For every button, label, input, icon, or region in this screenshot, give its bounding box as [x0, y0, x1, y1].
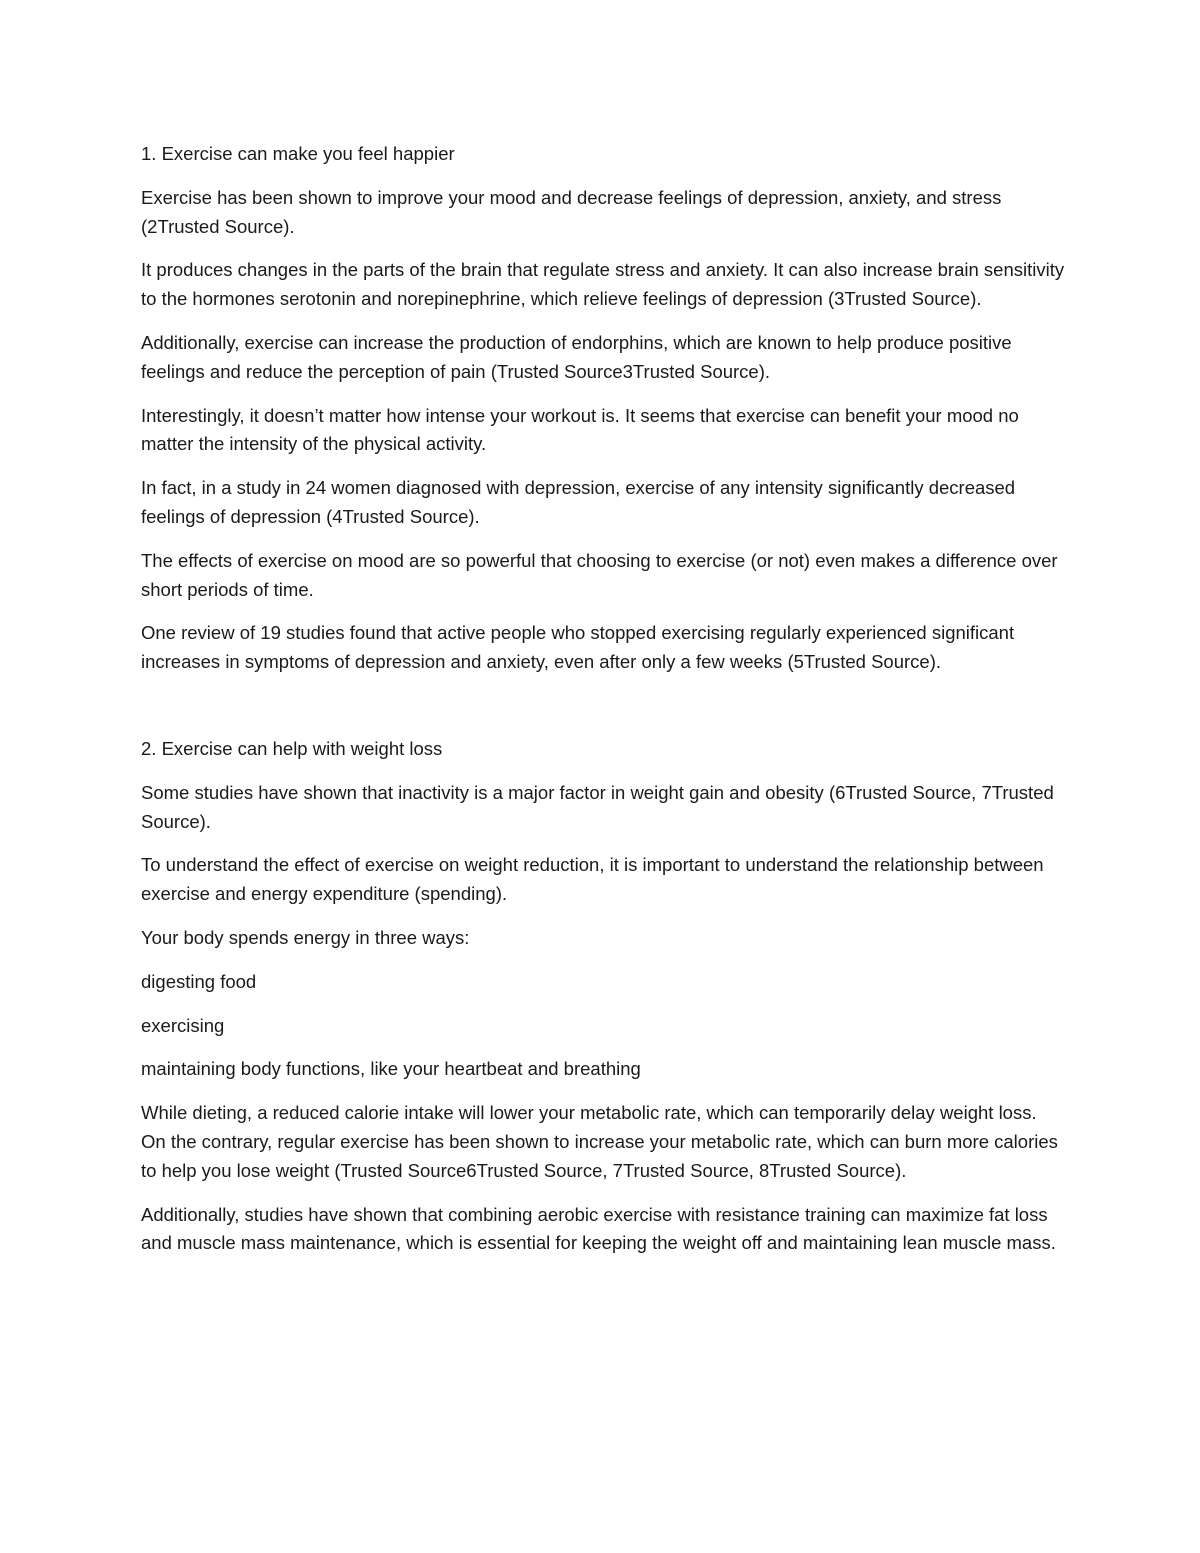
paragraph: In fact, in a study in 24 women diagnosed with depression, exercise of any intensity significantly decreased feelings of depression (4Trusted Source). — [141, 477, 1016, 527]
list-item: exercising — [141, 1014, 225, 1036]
paragraph: One review of 19 studies found that active people who stopped exercising regularly experienced significant increases in symptoms of depression and anxiety, even after only a few weeks (5Trusted Source). — [141, 622, 1015, 673]
paragraph: Additionally, studies have shown that combining aerobic exercise with resistance training can maximize fat loss and muscle mass maintenance, which is essential for keeping the weight off and maintaining lean muscle mass. — [141, 1203, 1056, 1254]
paragraph: Exercise has been shown to improve your mood and decrease feelings of depression, anxiety, and stress (2Trusted Source). — [141, 186, 1002, 237]
paragraph: Interestingly, it doesn’t matter how intense your workout is. It seems that exercise can benefit your mood no matter the intensity of the physical activity. — [141, 404, 1019, 455]
section-heading: 2. Exercise can help with weight loss — [141, 737, 443, 759]
section-weight-loss — [141, 735, 1066, 1258]
paragraph: It produces changes in the parts of the brain that regulate stress and anxiety. It can also increase brain sensitivity to the hormones serotonin and norepinephrine, which relieve feelings of depression (3Trusted Source). — [141, 259, 1065, 310]
section-spacer — [141, 692, 1066, 735]
section-heading: 1. Exercise can make you feel happier — [141, 143, 455, 164]
paragraph: Some studies have shown that inactivity is a major factor in weight gain and obesity (6Trusted Source, 7Trusted Source). — [141, 781, 1054, 832]
paragraph: The effects of exercise on mood are so powerful that choosing to exercise (or not) even makes a difference over short periods of time. — [141, 549, 1058, 600]
list-item: maintaining body functions, like your heartbeat and breathing — [141, 1058, 641, 1080]
document-page — [141, 140, 1066, 1273]
list-item: digesting food — [141, 970, 257, 992]
paragraph: Additionally, exercise can increase the production of endorphins, which are known to help produce positive feelings and reduce the perception of pain (Trusted Source3Trusted Source). — [141, 331, 1012, 382]
paragraph: To understand the effect of exercise on weight reduction, it is important to understand the relationship between exercise and energy expenditure (spending). — [141, 854, 1044, 905]
section-happier — [141, 140, 1066, 677]
paragraph: Your body spends energy in three ways: — [141, 926, 470, 948]
paragraph: While dieting, a reduced calorie intake will lower your metabolic rate, which can temporarily delay weight loss. On the contrary, regular exercise has been shown to increase your metabolic rate, which can burn more calories to help you lose weight (Trusted Source6Trusted Source, 7Trusted Source, 8Trusted Source). — [141, 1102, 1058, 1181]
